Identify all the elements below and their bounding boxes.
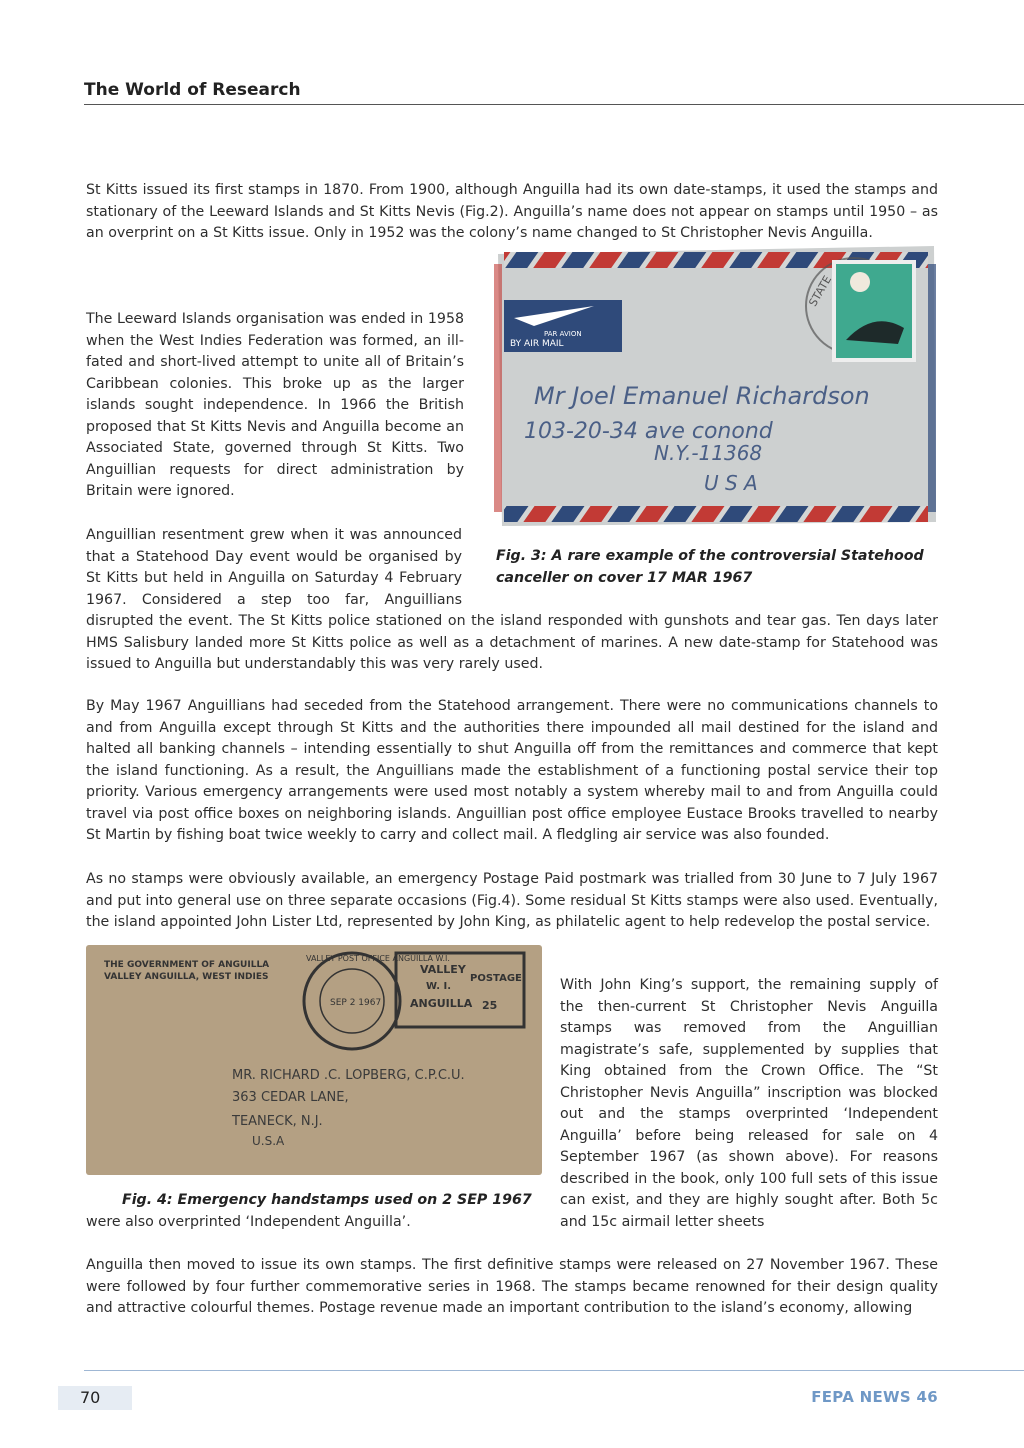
figure-4-cover-photo <box>86 945 542 1175</box>
fig4-address-line1: MR. RICHARD .C. LOPBERG, C.P.C.U. <box>232 1068 465 1083</box>
running-header: The World of Research <box>84 80 301 100</box>
postmark-text: STATE <box>806 273 835 309</box>
paragraph-leeward <box>86 309 464 503</box>
header-rule <box>84 104 1024 105</box>
fig4-address-line3: TEANECK, N.J. <box>232 1114 323 1129</box>
figure-4-caption-text: Fig. 4: Emergency handstamps used on 2 SEP 1967 <box>122 1192 532 1208</box>
paragraph-intro <box>86 180 938 245</box>
footer-rule <box>84 1370 1024 1371</box>
box-stamp-anguilla: ANGUILLA <box>410 997 473 1010</box>
page-number: 70 <box>58 1386 132 1410</box>
round-postmark-date: SEP 2 1967 <box>330 998 382 1008</box>
paragraph-seceded-text: By May 1967 Anguillians had seceded from the Statehood arrangement. There were no communications channels to and from Anguilla except through St Kitts and the authorities there impounded all mail destined for the island and halted all banking channels – intending essentially to shut Anguilla off from the remittances and commerce that kept the island functioning. As a result, the Anguillians made the establishment of a functioning postal service their top priority. Various emergency arrangements were used most notably a system whereby mail to and from Anguilla could travel via post office boxes on neighboring islands. Anguillian post office employee Eustace Brooks travelled to nearby St Martin by fishing boat twice weekly to carry and collect mail. A fledgling air service was also founded. <box>86 698 938 843</box>
paragraph-john-king-text: With John King’s support, the remaining supply of the then-current St Christopher Nevis Anguilla stamps was removed from the Anguillian magistrate’s safe, supplemented by supplies that King obtained from the Crown Office. The “St Christopher Nevis Anguilla” inscription was blocked out and the stamps overprinted ‘Independent Anguilla’ before being released for sale on 4 September 1967 (as shown above). For reasons described in the book, only 100 full sets of this issue can exist, and they are highly sought after. Both 5c and 15c airmail letter sheets <box>560 977 938 1230</box>
magazine-title: FEPA NEWS 46 <box>811 1388 938 1406</box>
float-spacer <box>462 525 938 611</box>
paragraph-own-stamps <box>86 1255 938 1320</box>
box-stamp-wi: W. I. <box>426 981 452 992</box>
paragraph-intro-text: St Kitts issued its first stamps in 1870. From 1900, although Anguilla had its own date-stamps, it used the stamps and stationary of the Leeward Islands and St Kitts Nevis (Fig.2). Anguilla’s name does not appear on stamps until 1950 – as an overprint on a St Kitts issue. Only in 1952 was the colony’s name changed to St Christopher Nevis Anguilla. <box>86 182 938 241</box>
fig4-address-line2: 363 CEDAR LANE, <box>232 1090 349 1105</box>
paragraph-john-king <box>560 975 938 1233</box>
fig4-sender-line2: VALLEY ANGUILLA, WEST INDIES <box>104 972 269 982</box>
airmail-label-line1: PAR AVION <box>544 330 582 338</box>
box-stamp-valley: VALLEY <box>420 963 466 976</box>
fig3-address-line1: Mr Joel Emanuel Richardson <box>534 382 870 410</box>
figure-3-caption-text: Fig. 3: A rare example of the controversial Statehood canceller on cover 17 MAR 1967 <box>496 548 924 586</box>
round-postmark-ring-text: VALLEY POST OFFICE ANGUILLA W.I. <box>306 954 450 963</box>
stamp <box>834 262 914 360</box>
paragraph-postage-paid <box>86 869 938 934</box>
paragraph-statehood-text: Anguillian resentment grew when it was announced that a Statehood Day event would be organised by St Kitts but held in Anguilla on Saturday 4 February 1967. Considered a step too far, Anguillians disrupted the event. The St Kitts police stationed on the island responded with gunshots and tear gas. Ten days later HMS Salisbury landed more St Kitts police as well as a detachment of marines. A new date-stamp for Statehood was issued to Anguilla but understandably this was very rarely used. <box>86 527 938 672</box>
airmail-label-line2: BY AIR MAIL <box>510 339 564 349</box>
paragraph-statehood <box>86 525 938 676</box>
box-stamp-postage: POSTAGE <box>470 973 522 984</box>
fig4-sender-line1: THE GOVERNMENT OF ANGUILLA <box>104 960 270 970</box>
box-stamp-value: 25 <box>482 999 498 1012</box>
fig3-address-line2: 103-20-34 ave conond <box>524 419 773 444</box>
figure-3-cover-photo <box>494 244 938 528</box>
paragraph-john-king-end-text: were also overprinted ‘Independent Anguilla’. <box>86 1214 411 1230</box>
figure-3-svg <box>494 244 938 528</box>
paragraph-leeward-text: The Leeward Islands organisation was ended in 1958 when the West Indies Federation was formed, an ill-fated and short-lived attempt to unite all of Britain’s Caribbean colonies. This broke up as the larger islands sought independence. In 1966 the British proposed that St Kitts Nevis and Anguilla become an Associated State, governed through St Kitts. Two Anguillian requests for direct administration by Britain were ignored. <box>86 311 464 499</box>
figure-4-caption <box>122 1190 542 1212</box>
fig4-address-line4: U.S.A <box>252 1134 285 1148</box>
paragraph-john-king-end <box>86 1212 542 1234</box>
paragraph-seceded <box>86 696 938 847</box>
figure-4-svg <box>86 945 542 1175</box>
fig3-address-line3: N.Y.-11368 <box>654 441 763 465</box>
paragraph-postage-paid-text: As no stamps were obviously available, an emergency Postage Paid postmark was trialled from 30 June to 7 July 1967 and put into general use on three separate occasions (Fig.4). Some residual St Kitts stamps were also used. Eventually, the island appointed John Lister Ltd, represented by John King, as philatelic agent to help redevelop the postal service. <box>86 871 938 930</box>
fig3-address-line4: U S A <box>704 471 758 495</box>
paragraph-own-stamps-text: Anguilla then moved to issue its own stamps. The first definitive stamps were released on 27 November 1967. These were followed by four further commemorative series in 1968. The stamps became renowned for their design quality and attractive colourful themes. Postage revenue made an important contribution to the island’s economy, allowing <box>86 1257 938 1316</box>
